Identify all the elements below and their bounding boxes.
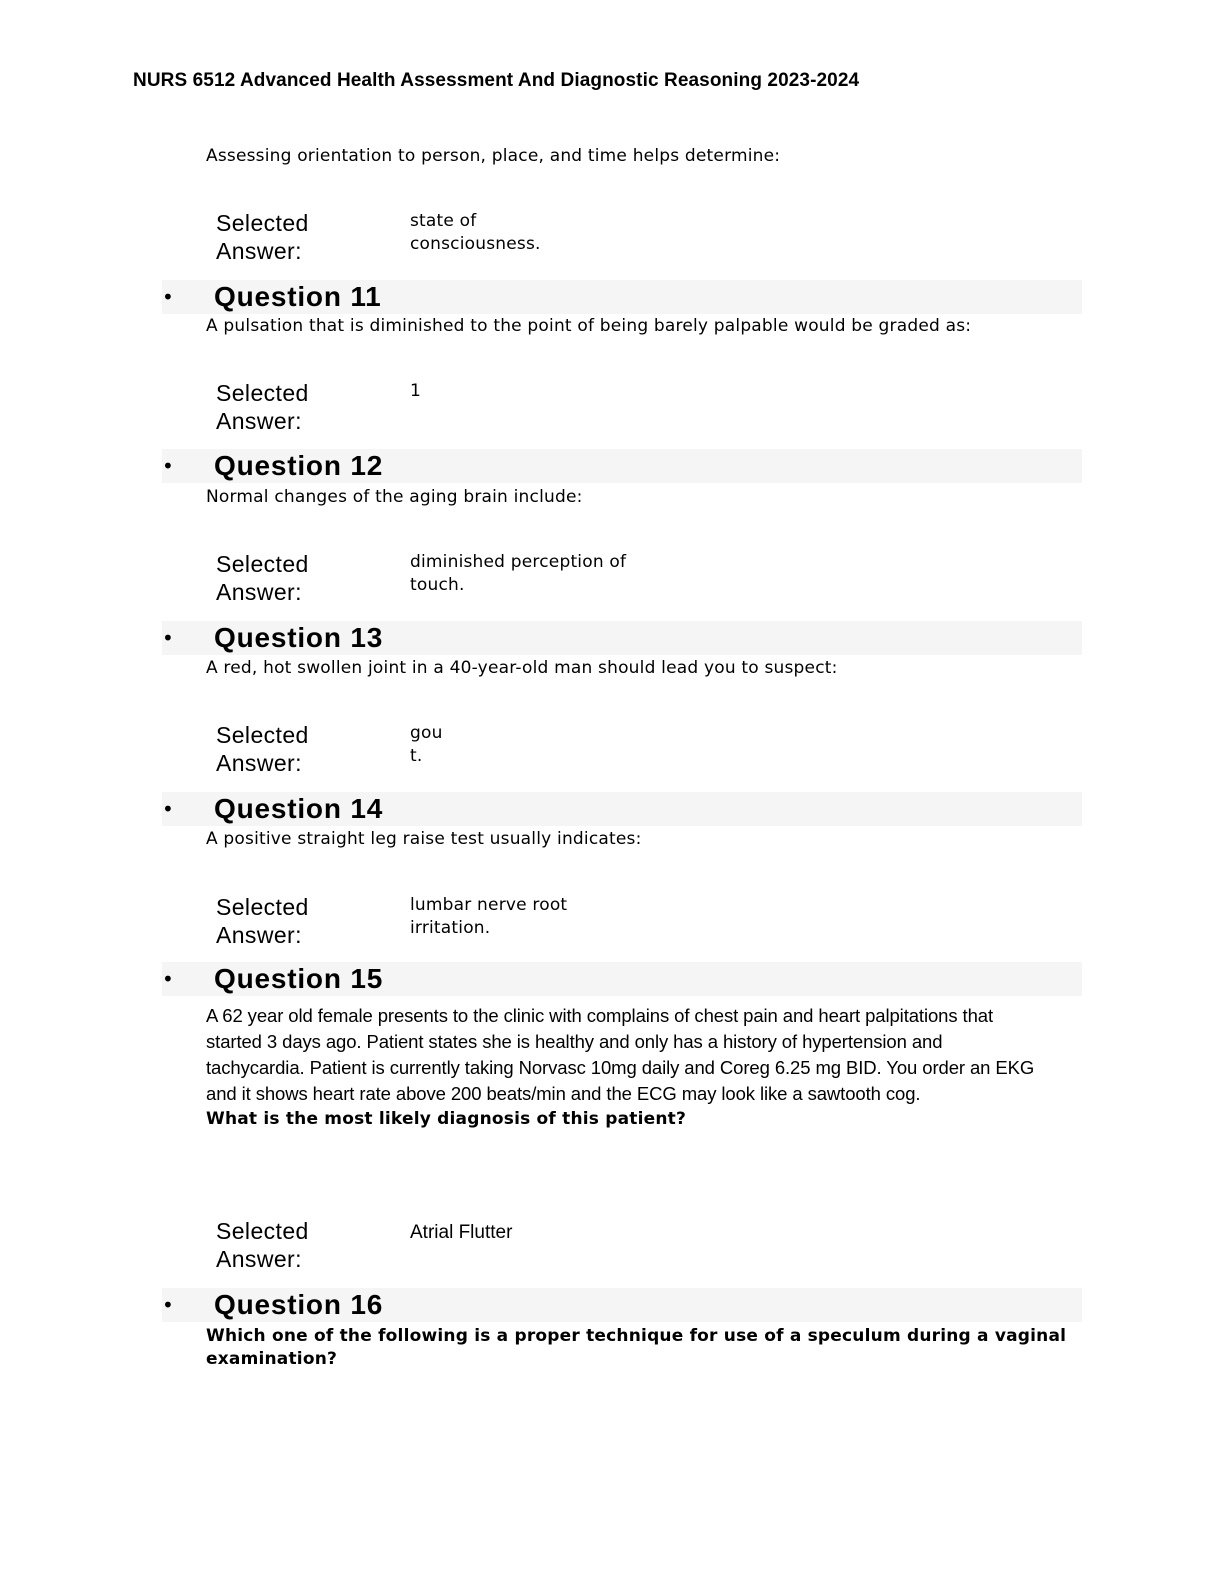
question-16-title: Question 16 bbox=[214, 1289, 384, 1320]
document-title: NURS 6512 Advanced Health Assessment And Diagnostic Reasoning 2023-2024 bbox=[133, 70, 860, 91]
question-14-answer: lumbar nerve root irritation. bbox=[410, 895, 568, 938]
selected-answer-label: Selected Answer: bbox=[216, 894, 309, 948]
selected-answer-label: Selected Answer: bbox=[216, 722, 309, 776]
question-15-title: Question 15 bbox=[214, 963, 384, 994]
bullet-icon: • bbox=[162, 1293, 174, 1317]
question-10-answer: state of consciousness. bbox=[410, 211, 541, 254]
question-16-text: Which one of the following is a proper technique for use of a speculum during a vaginal examination? bbox=[206, 1326, 1067, 1369]
selected-answer-label: Selected Answer: bbox=[216, 210, 309, 264]
bullet-icon: • bbox=[162, 626, 174, 650]
selected-answer-label: Selected Answer: bbox=[216, 380, 309, 434]
question-16-header bbox=[162, 1288, 1082, 1322]
question-11-answer: 1 bbox=[410, 381, 422, 401]
question-10-text: Assessing orientation to person, place, and time helps determine: bbox=[206, 146, 781, 166]
selected-answer-label: Selected Answer: bbox=[216, 1218, 309, 1272]
question-11-header bbox=[162, 280, 1082, 314]
question-14-title: Question 14 bbox=[214, 793, 384, 824]
question-11-text: A pulsation that is diminished to the point of being barely palpable would be graded as: bbox=[206, 316, 972, 336]
question-11-title: Question 11 bbox=[214, 281, 382, 312]
selected-answer-label: Selected Answer: bbox=[216, 551, 309, 605]
bullet-icon: • bbox=[162, 967, 174, 991]
question-12-header bbox=[162, 449, 1082, 483]
question-13-text: A red, hot swollen joint in a 40-year-old man should lead you to suspect: bbox=[206, 658, 838, 678]
question-12-title: Question 12 bbox=[214, 450, 384, 481]
question-14-text: A positive straight leg raise test usually indicates: bbox=[206, 829, 642, 849]
bullet-icon: • bbox=[162, 454, 174, 478]
question-15-answer: Atrial Flutter bbox=[410, 1222, 513, 1243]
question-13-header bbox=[162, 621, 1082, 655]
question-13-answer: gou t. bbox=[410, 723, 443, 766]
question-15-scenario: A 62 year old female presents to the clinic with complains of chest pain and heart palpitations that started 3 days ago. Patient states she is healthy and only has a history of hypertension and tachycardia. Patient is currently taking Norvasc 10mg daily and Coreg 6.25 mg BID. You order an EKG and it shows heart rate above 200 beats/min and the ECG may look like a sawtooth cog. bbox=[206, 1005, 1035, 1104]
question-12-answer: diminished perception of touch. bbox=[410, 552, 627, 595]
question-15-header bbox=[162, 962, 1082, 996]
question-12-text: Normal changes of the aging brain include: bbox=[206, 487, 583, 507]
bullet-icon: • bbox=[162, 797, 174, 821]
bullet-icon: • bbox=[162, 285, 174, 309]
question-14-header bbox=[162, 792, 1082, 826]
question-13-title: Question 13 bbox=[214, 622, 384, 653]
question-15-prompt: What is the most likely diagnosis of this patient? bbox=[206, 1109, 687, 1129]
